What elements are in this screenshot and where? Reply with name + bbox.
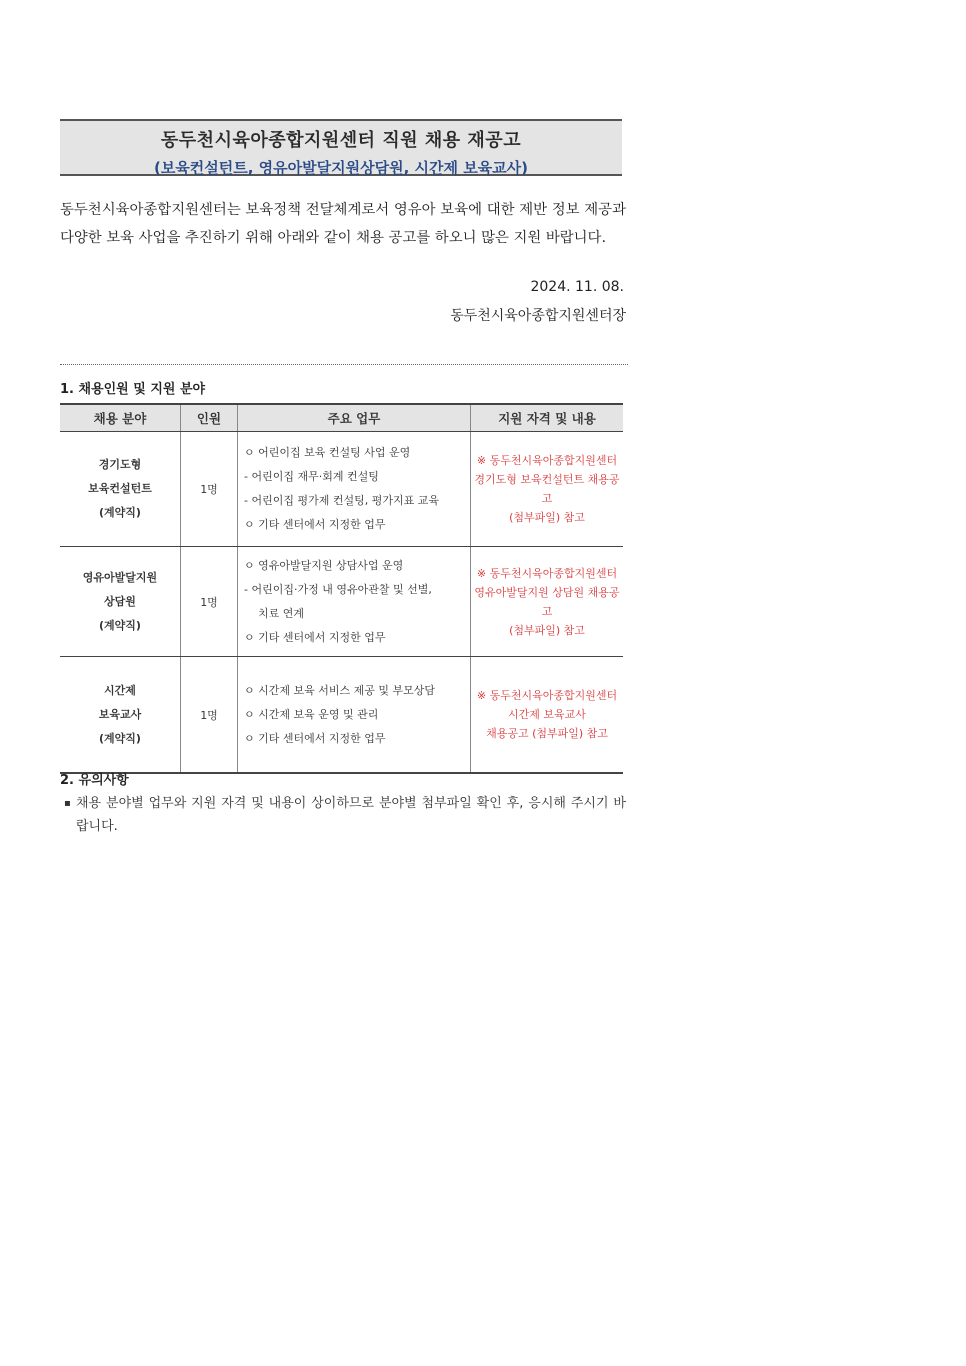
page-subtitle: (보육컨설턴트, 영유아발달지원상담원, 시간제 보육교사) — [153, 159, 529, 177]
qualification-line: (첨부파일) 참고 — [509, 511, 585, 524]
qualification-line: ※ 동두천시육아종합지원센터 — [476, 689, 618, 702]
count-cell: 1명 — [181, 657, 238, 774]
field-cell — [60, 657, 181, 774]
qualification-line: 경기도형 보육컨설턴트 채용공고 — [474, 473, 620, 505]
qualification-line: 영유아발달지원 상담원 채용공고 — [474, 585, 620, 618]
header-field: 채용 분야 — [60, 404, 181, 432]
qualification-cell — [471, 547, 624, 657]
duties-cell — [238, 432, 471, 547]
qualification-line: ※ 동두천시육아종합지원센터 — [476, 566, 618, 580]
duty-line: ㅇ 기타 센터에서 지정한 업무 — [244, 518, 386, 531]
dotted-divider — [60, 364, 628, 365]
table-row — [60, 432, 623, 547]
count-cell: 1명 — [181, 547, 238, 657]
duty-line: ㅇ 기타 센터에서 지정한 업무 — [244, 630, 386, 644]
field-line: 보육교사 — [98, 707, 142, 721]
section2-title: 2. 유의사항 — [60, 773, 129, 788]
duty-line: - 어린이집 재무·회계 컨설팅 — [244, 470, 379, 483]
duty-line: ㅇ 영유아발달지원 상담사업 운영 — [244, 558, 404, 572]
duty-line: ㅇ 시간제 보육 서비스 제공 및 부모상담 — [244, 683, 435, 697]
duty-line: ㅇ 기타 센터에서 지정한 업무 — [244, 731, 386, 745]
header-duties: 주요 업무 — [238, 404, 471, 432]
field-line: 상담원 — [104, 594, 136, 608]
count-cell: 1명 — [181, 432, 238, 547]
qualification-line: 채용공고 (첨부파일) 참고 — [486, 727, 608, 740]
field-line: 시간제 — [104, 683, 136, 697]
qualification-cell — [471, 432, 624, 547]
qualification-line: 시간제 보육교사 — [508, 708, 586, 721]
table-row — [60, 547, 623, 657]
duty-line: 치료 연계 — [258, 606, 305, 620]
table-row — [60, 657, 623, 774]
notice-item — [64, 792, 626, 838]
notice-text: 채용 분야별 업무와 지원 자격 및 내용이 상이하므로 분야별 첨부파일 확인 후, 응시해 주시기 바랍니다. — [76, 796, 626, 834]
field-line: 경기도형 — [98, 458, 142, 471]
duty-line: - 어린이집 평가제 컨설팅, 평가지표 교육 — [244, 494, 439, 507]
recruitment-table — [60, 403, 623, 774]
field-line: 영유아발달지원 — [82, 570, 158, 584]
field-cell — [60, 547, 181, 657]
title-box — [60, 119, 622, 176]
header-qualification: 지원 자격 및 내용 — [471, 404, 624, 432]
announcement-date: 2024. 11. 08. — [530, 279, 624, 295]
header-count: 인원 — [181, 404, 238, 432]
field-line: (계약직) — [99, 731, 141, 745]
qualification-line: ※ 동두천시육아종합지원센터 — [476, 454, 618, 467]
table-header-row — [60, 404, 623, 432]
duties-cell — [238, 547, 471, 657]
duty-line: ㅇ 어린이집 보육 컨설팅 사업 운영 — [244, 446, 411, 459]
duty-line: - 어린이집·가정 내 영유아관찰 및 선별, — [244, 582, 432, 596]
duties-cell — [238, 657, 471, 774]
duty-line: ㅇ 시간제 보육 운영 및 관리 — [244, 707, 379, 721]
field-line: (계약직) — [99, 506, 141, 519]
bullet-icon: ▪ — [64, 798, 71, 809]
field-line: (계약직) — [99, 618, 141, 632]
field-line: 보육컨설턴트 — [88, 482, 152, 495]
section1-title: 1. 채용인원 및 지원 분야 — [60, 382, 206, 397]
page-title: 동두천시육아종합지원센터 직원 채용 재공고 — [160, 130, 522, 151]
qualification-line: (첨부파일) 참고 — [509, 623, 585, 637]
field-cell — [60, 432, 181, 547]
intro-paragraph: 동두천시육아종합지원센터는 보육정책 전달체계로서 영유아 보육에 대한 제반 정보 제공과 다양한 보육 사업을 추진하기 위해 아래와 같이 채용 공고를 하오니 많은 지원 바랍니다. — [60, 202, 626, 246]
qualification-cell — [471, 657, 624, 774]
issuer-signature: 동두천시육아종합지원센터장 — [450, 308, 626, 324]
